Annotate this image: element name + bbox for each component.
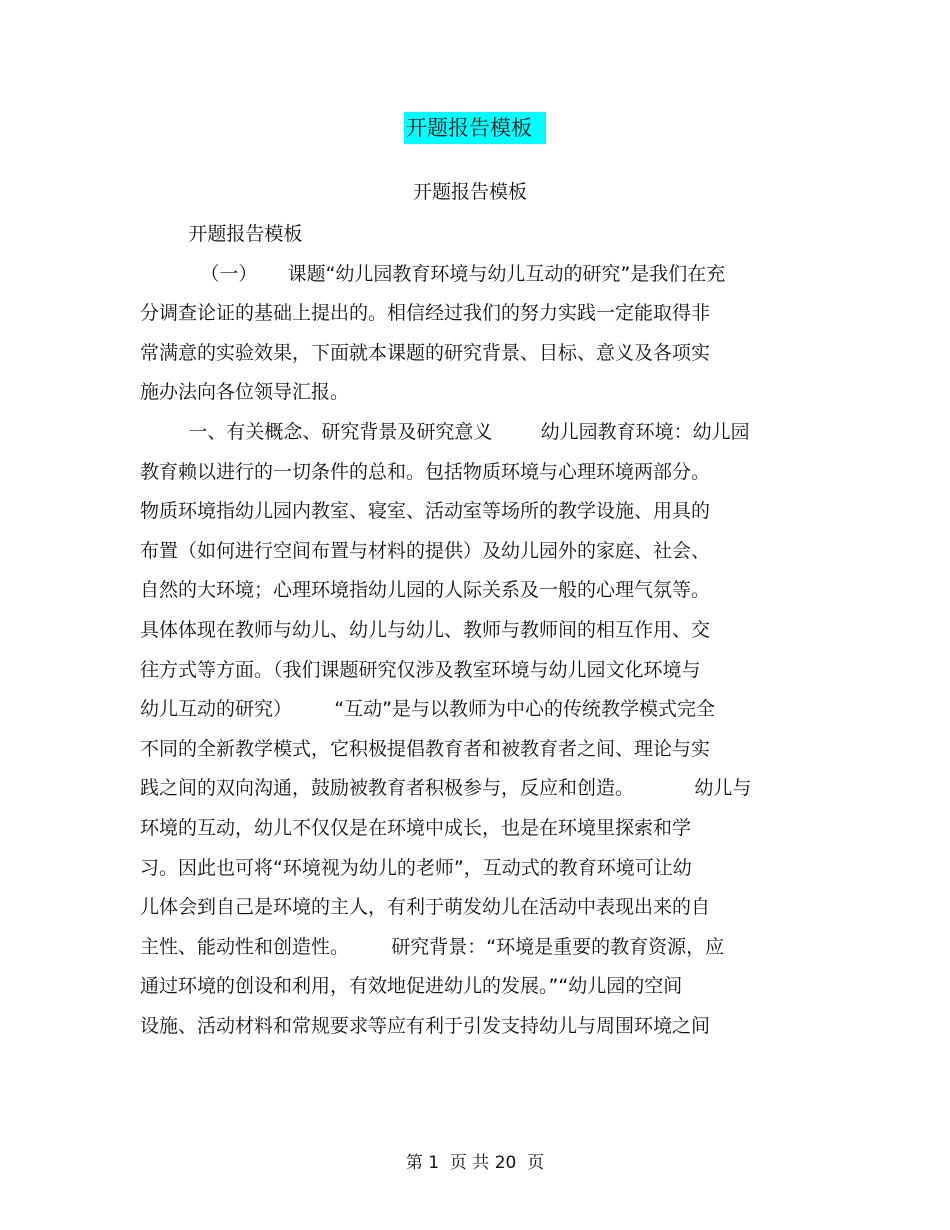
body-line: 开题报告模板 xyxy=(140,223,303,245)
body-line: （一） 课题“幼儿园教育环境与幼儿互动的研究”是我们在充 xyxy=(140,262,726,285)
body-line: 习。因此也可将“环境视为幼儿的老师”，互动式的教育环境可让幼 xyxy=(140,856,692,879)
body-line: 一、有关概念、研究背景及研究意义 幼儿园教育环境：幼儿园 xyxy=(140,420,750,443)
body-line: 通过环境的创设和利用，有效地促进幼儿的发展。”“幼儿园的空间 xyxy=(140,975,683,998)
document-heading: 开题报告模板 xyxy=(404,112,546,144)
body-line: 布置（如何进行空间布置与材料的提供）及幼儿园外的家庭、社会、 xyxy=(140,539,711,562)
body-line: 分调查论证的基础上提出的。相信经过我们的努力实践一定能取得非 xyxy=(140,302,711,325)
body-line: 教育赖以进行的一切条件的总和。包括物质环境与心理环境两部分。 xyxy=(140,460,711,483)
body-line: 环境的互动，幼儿不仅仅是在环境中成长，也是在环境里探索和学 xyxy=(140,816,692,839)
body-line: 自然的大环境；心理环境指幼儿园的人际关系及一般的心理气氛等。 xyxy=(140,579,711,602)
document-body xyxy=(140,220,820,1051)
body-line: 往方式等方面。（我们课题研究仅涉及教室环境与幼儿园文化环境与 xyxy=(140,658,701,681)
page-footer: 第 1 页 共 20 页 xyxy=(405,1153,545,1173)
body-line: 践之间的双向沟通，鼓励被教育者积极参与，反应和创造。 幼儿与 xyxy=(140,777,752,800)
body-line: 施办法向各位领导汇报。 xyxy=(140,381,350,404)
body-line: 具体体现在教师与幼儿、幼儿与幼儿、教师与教师间的相互作用、交 xyxy=(140,618,711,641)
body-line: 幼儿互动的研究） “互动”是与以教师为中心的传统教学模式完全 xyxy=(140,698,715,721)
body-line: 主性、能动性和创造性。 研究背景：“环境是重要的教育资源，应 xyxy=(140,935,725,958)
body-line: 常满意的实验效果，下面就本课题的研究背景、目标、意义及各项实 xyxy=(140,341,711,364)
document-subheading: 开题报告模板 xyxy=(412,181,527,203)
body-line: 不同的全新教学模式，它积极提倡教育者和被教育者之间、理论与实 xyxy=(140,737,711,760)
body-line: 儿体会到自己是环境的主人，有利于萌发幼儿在活动中表现出来的自 xyxy=(140,896,711,919)
body-line: 物质环境指幼儿园内教室、寝室、活动室等场所的教学设施、用具的 xyxy=(140,500,711,523)
body-line: 设施、活动材料和常规要求等应有利于引发支持幼儿与周围环境之间 xyxy=(140,1014,711,1037)
title-container xyxy=(0,112,950,144)
